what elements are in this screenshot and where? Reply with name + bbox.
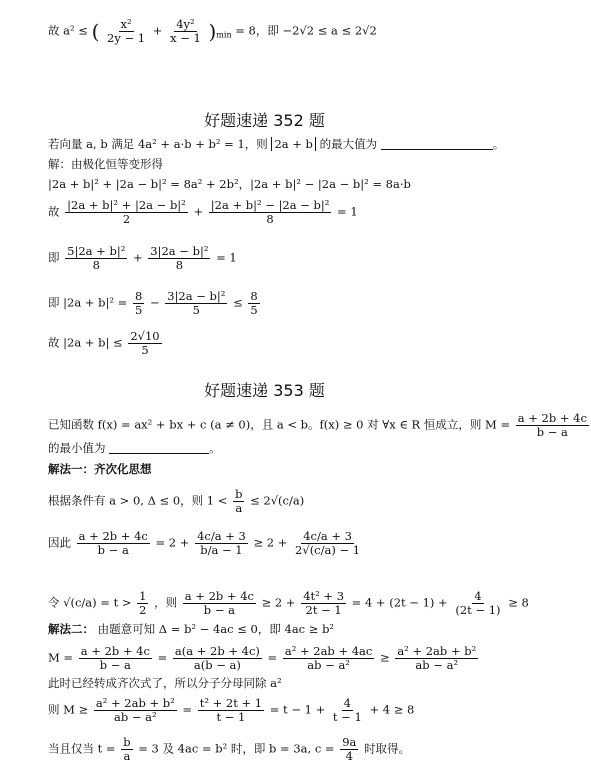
p352-l4-den2: 5 [192, 303, 200, 317]
p352-l3-pre: 即 [48, 250, 60, 265]
answer-blank [109, 452, 209, 454]
p352-l4-pre: 即 |2a + b|² = [48, 295, 128, 310]
top-frac1-num: x² [120, 17, 132, 31]
p352-l2-post: = 1 [337, 204, 358, 219]
p353-m2-line4 [48, 697, 414, 724]
p353-m1-l3-den1: b − a [203, 603, 235, 617]
p352-line5 [48, 330, 164, 357]
p353-q2-pre: 的最小值为 [48, 441, 106, 455]
p353-m1-l1-den: a [235, 501, 243, 515]
p353-m2-l5-num2: 9a [342, 735, 357, 749]
top-frac1 [105, 18, 147, 45]
p352-l2-den1: 2 [122, 212, 131, 226]
p352-line2 [48, 199, 358, 226]
p352-l4-num1: 8 [134, 289, 143, 303]
p352-l3-den2: 8 [175, 258, 184, 272]
top-frac2-num: 4y² [176, 17, 195, 31]
p353-m1-l2-frac3 [293, 530, 362, 557]
p352-l2-pre: 故 [48, 204, 60, 219]
p353-m2-line5 [48, 736, 410, 763]
p353-m2-l4-frac3 [331, 697, 364, 724]
p353-m2-l4-frac2 [198, 697, 264, 724]
p352-l4-mid: − [149, 295, 160, 310]
p353-m2-l2-frac1 [79, 645, 152, 672]
p353-m2-l2-ge: ≥ [380, 650, 390, 665]
equals: = [157, 650, 168, 665]
p353-m2-l4-num1: a² + 2ab + b² [95, 696, 175, 710]
p353-m2-l5-post: 时取得。 [364, 741, 411, 756]
p353-q1-frac [516, 412, 589, 439]
p353-q1: 已知函数 f(x) = ax² + bx + c (a ≠ 0)，且 a < b。f(x) ≥ 0 对 ∀x ∈ R 恒成立，则 M = [48, 417, 511, 432]
p353-m2-l2-num3: a² + 2ab + 4ac [284, 644, 373, 658]
p353-m2-line2 [48, 645, 480, 672]
p352-q-b: 的最大值为 [319, 137, 378, 151]
p353-m2-l2-den2: a(b − a) [193, 658, 241, 672]
p353-m1-l3-half-den: 2 [139, 603, 147, 617]
plus: + [132, 250, 143, 265]
p352-l4-frac3 [248, 290, 259, 317]
p352-line3 [48, 245, 237, 272]
p353-q1-num: a + 2b + 4c [517, 411, 587, 425]
p353-m2-l5-mid: = 3 及 4ac = b² 时，即 b = 3a, c = [138, 741, 335, 756]
p352-l4-den1: 5 [134, 303, 143, 317]
p352-l2-frac1 [65, 199, 188, 226]
p352-l5-den: 5 [141, 343, 149, 357]
p353-m1-l1-pre: 根据条件有 a > 0, Δ ≤ 0，则 1 < [48, 493, 228, 508]
p353-m1-l3-mid: ，则 [154, 595, 178, 610]
p353-m1-l2-den3: 2√(c/a) − 1 [295, 543, 361, 557]
p352-q-abs: 2a + b [271, 137, 315, 151]
p352-l4-frac1 [133, 290, 144, 317]
p353-m2-l4-num3: 4 [343, 696, 351, 710]
p353-method2-title: 解法二： [48, 622, 94, 636]
p353-m1-l3-den2: 2t − 1 [305, 603, 342, 617]
p352-l3-num1: 5|2a + b|² [67, 244, 126, 258]
p353-m2-l2-frac4 [395, 645, 478, 672]
p352-line1: |2a + b|² + |2a − b|² = 8a² + 2b²，|2a + b|² − |2a − b|² = 8a·b [48, 177, 411, 191]
p352-l2-num1: |2a + b|² + |2a − b|² [67, 198, 186, 212]
p353-m1-l3-half [137, 590, 148, 617]
top-frac2 [168, 18, 203, 45]
equals: = [182, 702, 193, 717]
p353-m1-l3-num1: a + 2b + 4c [184, 589, 254, 603]
p352-l3-den1: 8 [92, 258, 100, 272]
p353-m2-l5-num1: b [123, 735, 131, 749]
p353-m2-l4-den3: t − 1 [332, 710, 362, 724]
p353-m2-l2-pre: M = [48, 650, 74, 665]
p353-m2-l5-frac1 [121, 736, 132, 763]
p352-l5-pre: 故 |2a + b| ≤ [48, 335, 123, 350]
p353-m2-l2-num4: a² + 2ab + b² [397, 644, 477, 658]
p353-m1-l2-pre: 因此 [48, 535, 71, 550]
p353-m1-l3-frac2 [301, 590, 346, 617]
top-min: min [216, 30, 232, 40]
p353-m2-l5-frac2 [340, 736, 358, 763]
p353-m1-l3-half-num: 1 [139, 589, 147, 603]
p353-question-line2 [48, 441, 221, 455]
p352-q-end: 。 [492, 137, 505, 151]
p353-m1-l3-frac3 [453, 590, 502, 617]
right-paren: ) [208, 19, 217, 44]
p352-solution-head: 解：由极化恒等变形得 [48, 157, 163, 171]
p352-question [48, 137, 504, 151]
p353-m1-l2-den2: b/a − 1 [200, 543, 243, 557]
p353-m1-line1 [48, 488, 304, 515]
p353-m1-l1-post: ≤ 2√(c/a) [250, 493, 305, 508]
top-line [48, 18, 377, 45]
p352-l4-den3: 5 [250, 303, 258, 317]
p353-m1-l2-ge: ≥ 2 + [253, 535, 288, 550]
p353-m1-line2 [48, 530, 364, 557]
p352-l3-frac1 [65, 245, 127, 272]
p353-m1-l2-eq: = 2 + [155, 535, 190, 550]
p352-q-a: 若向量 a, b 满足 4a² + a·b + b² = 1，则 [48, 137, 268, 151]
p352-l3-num2: 3|2a − b|² [150, 244, 209, 258]
p352-l4-num3: 8 [250, 289, 258, 303]
p353-m2-l4-den2: t − 1 [216, 710, 246, 724]
p353-m1-l3-num2: 4t² + 3 [303, 589, 345, 603]
p353-m1-line3 [48, 590, 529, 617]
p353-m1-l3-eq: = 4 + (2t − 1) + [351, 595, 448, 610]
p352-l2-den2: 8 [266, 212, 274, 226]
p353-method1-title: 解法一：齐次化思想 [48, 462, 152, 476]
p353-m1-l2-num1: a + 2b + 4c [78, 529, 148, 543]
p353-q2-end: 。 [209, 441, 221, 455]
p353-question-line1 [48, 412, 591, 439]
p352-l4-num2: 3|2a − b|² [167, 289, 226, 303]
p352-l5-frac [128, 330, 161, 357]
p353-q1-den: b − a [536, 425, 568, 439]
p353-m1-l2-den1: b − a [97, 543, 129, 557]
p352-line4 [48, 290, 262, 317]
top-frac1-den: 2y − 1 [107, 31, 146, 45]
p353-m2-l2-den4: ab − a² [415, 658, 459, 672]
answer-blank [381, 148, 493, 150]
top-prefix: 故 a² ≤ [48, 23, 88, 38]
top-frac2-den: x − 1 [170, 31, 201, 45]
p353-m1-l3-pre: 令 √(c/a) = t > [48, 595, 132, 610]
p353-m2-l5-pre: 当且仅当 t = [48, 741, 116, 756]
p353-m1-l2-num2: 4c/a + 3 [197, 529, 246, 543]
p353-m2-l1: 由题意可知 Δ = b² − 4ac ≤ 0，即 4ac ≥ b² [97, 622, 335, 636]
p353-m2-l4-den1: ab − a² [114, 710, 157, 724]
p353-m1-l3-num3: 4 [474, 589, 482, 603]
p353-m2-line1 [48, 622, 334, 636]
p353-m1-l2-num3: 4c/a + 3 [303, 529, 352, 543]
p353-m2-l4-pre: 则 M ≥ [48, 702, 89, 717]
p353-m1-l1-num: b [235, 487, 243, 501]
plus: + [193, 204, 204, 219]
p353-m2-l5-den1: a [123, 749, 131, 763]
p353-m2-l2-num1: a + 2b + 4c [80, 644, 150, 658]
equals: = [267, 650, 278, 665]
p353-m2-l2-frac2 [173, 645, 262, 672]
p353-m1-l1-frac [233, 488, 244, 515]
p352-l3-post: = 1 [216, 250, 237, 265]
p353-m2-line3: 此时已经转成齐次式了，所以分子分母同除 a² [48, 676, 282, 690]
p352-l4-frac2 [165, 290, 227, 317]
p353-m2-l2-frac3 [283, 645, 375, 672]
p352-l4-le: ≤ [233, 295, 243, 310]
left-paren: ( [91, 19, 100, 44]
p353-m1-l2-frac2 [195, 530, 248, 557]
p353-m2-l2-den3: ab − a² [307, 658, 350, 672]
top-tail: = 8，即 −2√2 ≤ a ≤ 2√2 [235, 23, 377, 38]
p353-m1-l2-frac1 [77, 530, 150, 557]
p353-m1-l3-frac1 [183, 590, 256, 617]
p353-m2-l4-eq: = t − 1 + [269, 702, 326, 717]
p353-m2-l2-num2: a(a + 2b + 4c) [174, 644, 260, 658]
p353-m2-l4-post: + 4 ≥ 8 [369, 702, 415, 717]
p352-title: 好题速递 352 题 [204, 111, 325, 130]
p353-m1-l3-ge: ≥ 2 + [261, 595, 296, 610]
p352-l2-frac2 [209, 199, 332, 226]
p353-m1-l3-post: ≥ 8 [508, 595, 529, 610]
p353-m1-l3-den3: (2t − 1) [455, 603, 501, 617]
p353-m2-l5-den2: 4 [345, 749, 353, 763]
p353-m2-l4-frac1 [94, 697, 177, 724]
p352-l5-num: 2√10 [130, 329, 160, 343]
p353-m2-l4-num2: t² + 2t + 1 [199, 696, 263, 710]
p352-l2-num2: |2a + b|² − |2a − b|² [210, 198, 330, 212]
p352-l3-frac2 [148, 245, 210, 272]
p353-title: 好题速递 353 题 [204, 381, 325, 400]
top-plus: + [152, 23, 163, 38]
p353-m2-l2-den1: b − a [99, 658, 131, 672]
